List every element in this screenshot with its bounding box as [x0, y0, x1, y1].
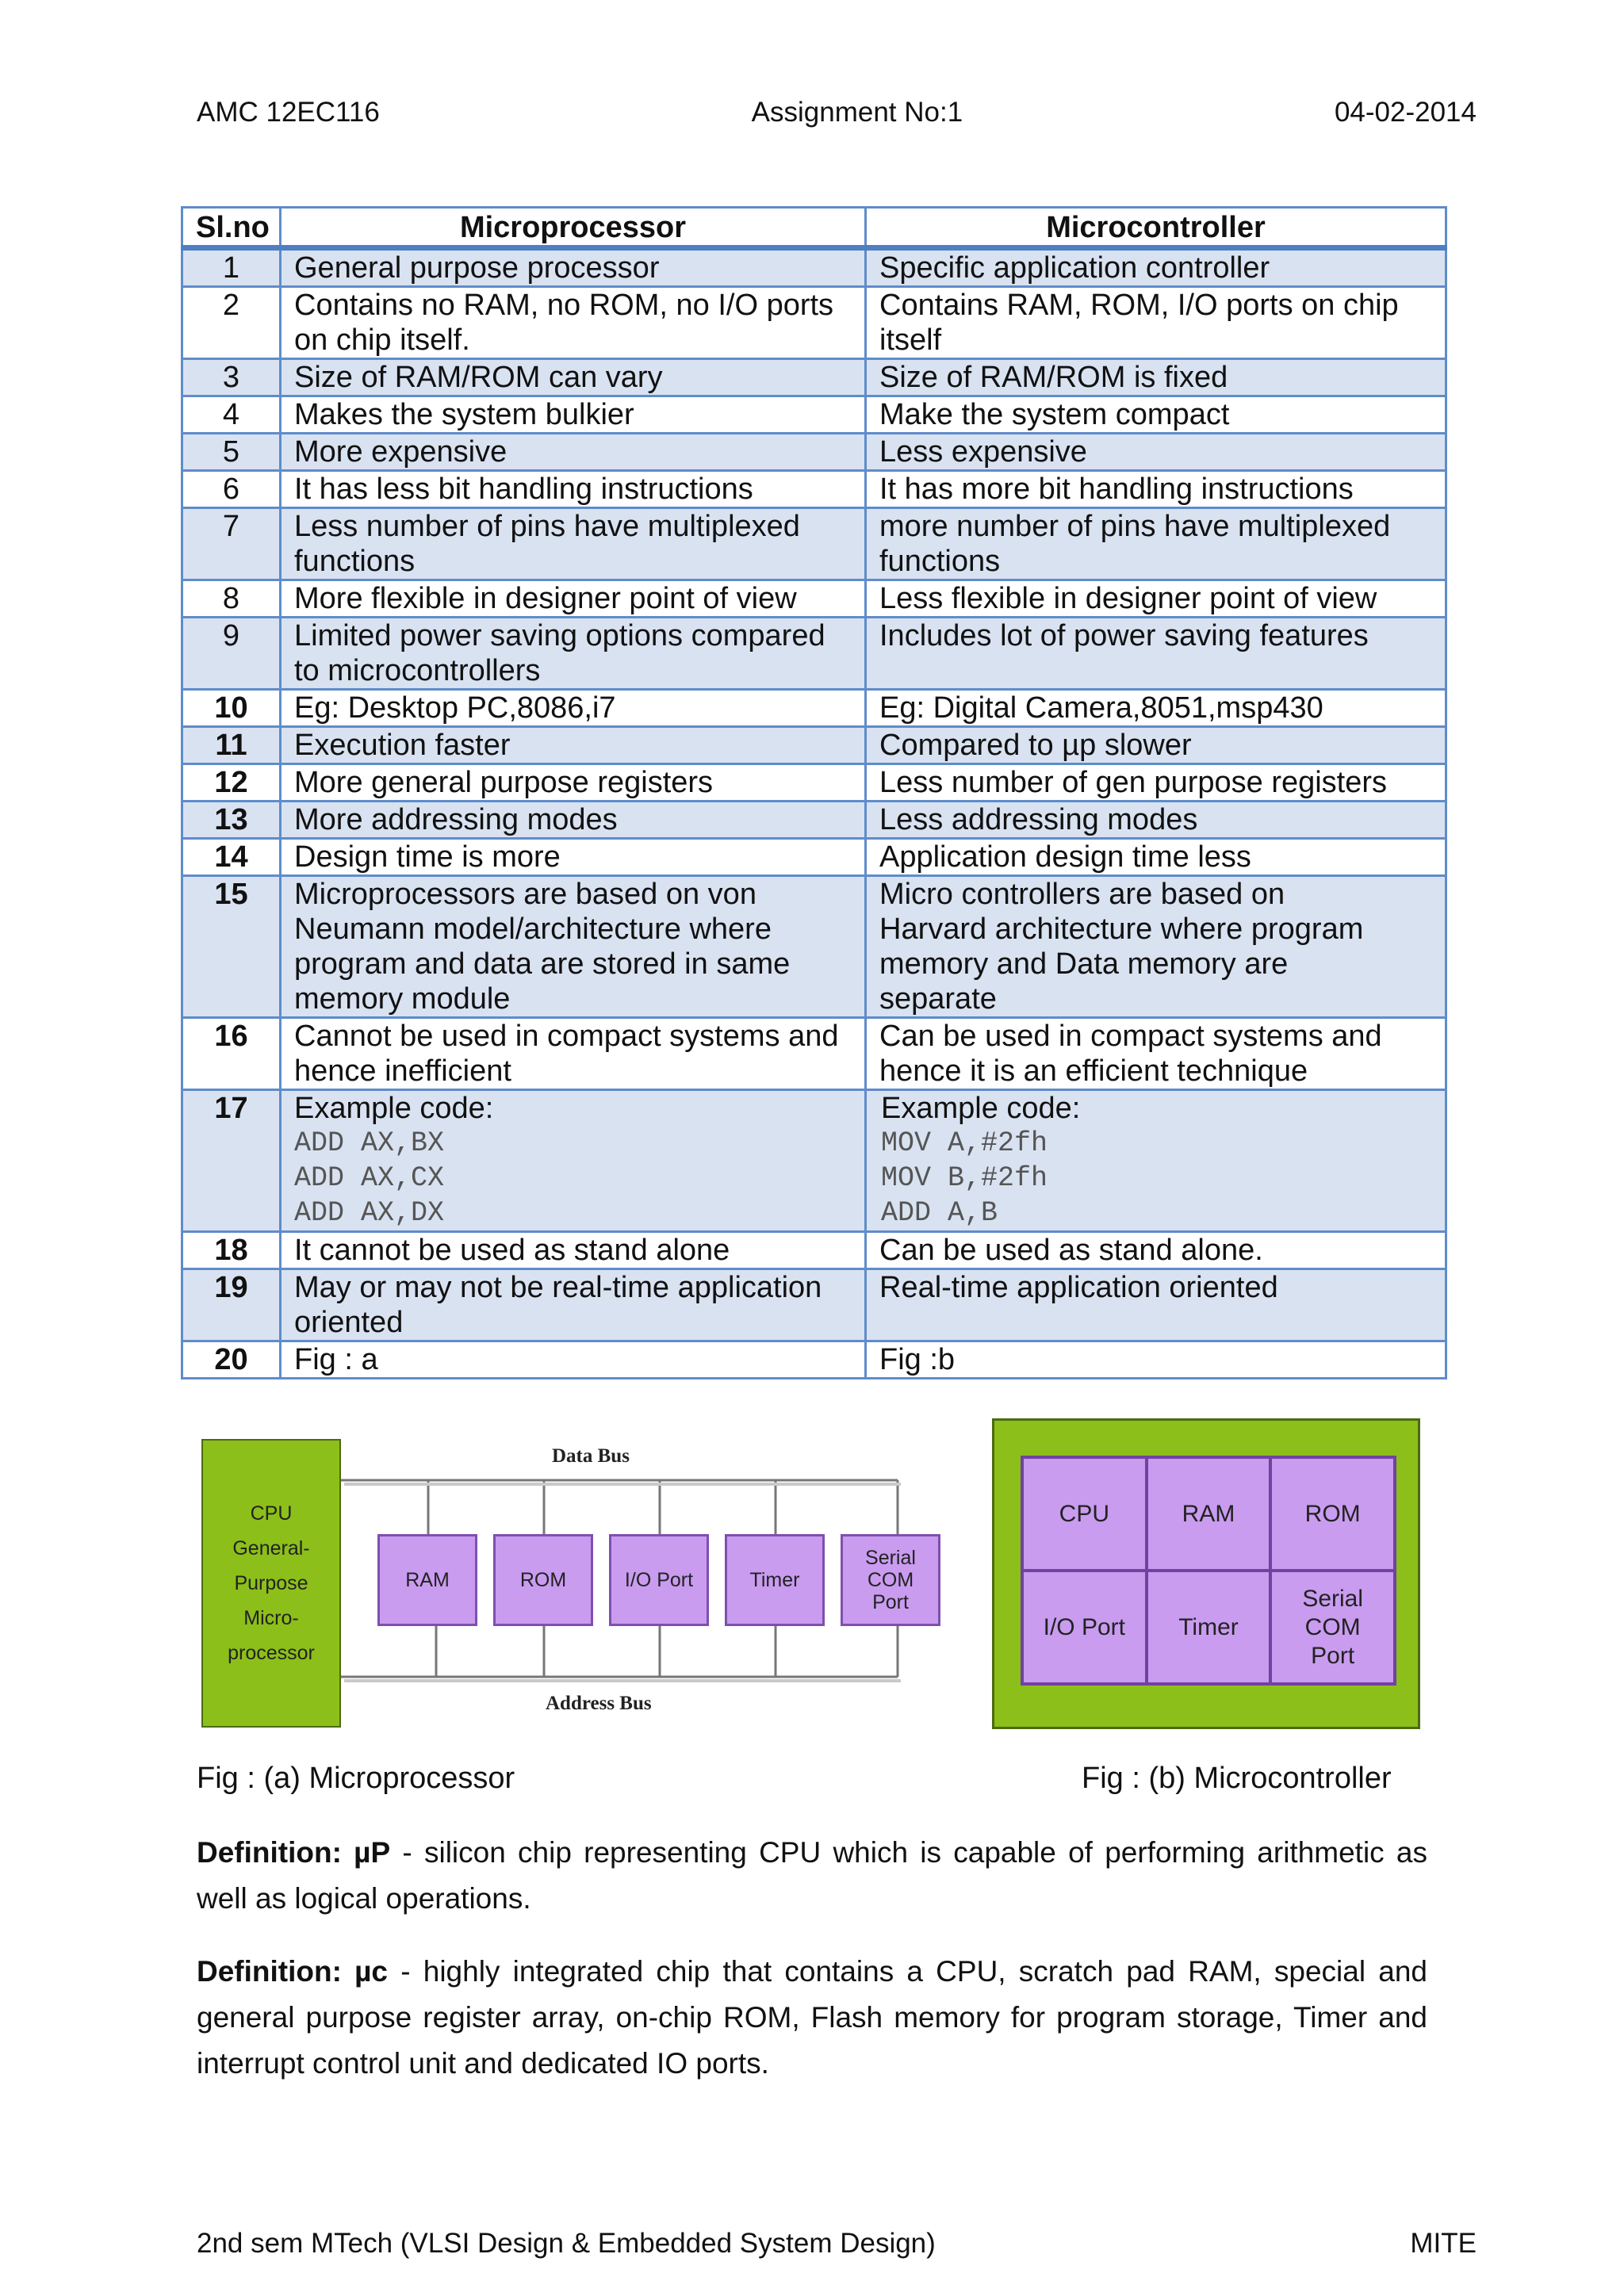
mp-cell: More general purpose registers	[281, 764, 866, 802]
mp-cell	[281, 1090, 866, 1232]
header-course-code: AMC 12EC116	[197, 97, 380, 128]
row-number: 5	[182, 434, 281, 471]
table-row	[182, 727, 1446, 764]
cpu-block	[201, 1439, 341, 1728]
row-number: 14	[182, 839, 281, 876]
definition-term: Definition: µP	[197, 1836, 391, 1869]
timer-cell: Timer	[1147, 1571, 1271, 1684]
mp-cell: More flexible in designer point of view	[281, 580, 866, 618]
mc-cell: Contains RAM, ROM, I/O ports on chip itself	[866, 287, 1446, 359]
mp-cell: Limited power saving options compared to microcontrollers	[281, 618, 866, 690]
table-row	[182, 471, 1446, 508]
row-number: 8	[182, 580, 281, 618]
table-row	[182, 287, 1446, 359]
io-port-cell: I/O Port	[1022, 1571, 1147, 1684]
mc-code-line: MOV B,#2fh	[881, 1162, 1048, 1194]
mc-cell: Micro controllers are based on Harvard architecture where program memory and Data memory are separate	[866, 876, 1446, 1018]
table-row	[182, 690, 1446, 727]
row-number: 6	[182, 471, 281, 508]
address-bus-label: Address Bus	[546, 1693, 652, 1714]
rom-block: ROM	[493, 1534, 593, 1626]
table-row	[182, 618, 1446, 690]
mc-cell: Less addressing modes	[866, 802, 1446, 839]
mp-cell: Size of RAM/ROM can vary	[281, 359, 866, 396]
row-number: 11	[182, 727, 281, 764]
cpu-label: processor	[228, 1642, 315, 1664]
mp-cell: Design time is more	[281, 839, 866, 876]
page-footer	[197, 2228, 1477, 2260]
mp-cell: It cannot be used as stand alone	[281, 1232, 866, 1269]
table-row	[182, 802, 1446, 839]
mc-cell	[866, 1090, 1446, 1232]
mc-cell: Less flexible in designer point of view	[866, 580, 1446, 618]
table-row	[182, 1018, 1446, 1090]
definition-term: Definition: µc	[197, 1955, 389, 1988]
table-row	[182, 248, 1446, 287]
mp-cell: It has less bit handling instructions	[281, 471, 866, 508]
definition-text: - silicon chip representing CPU which is capable of performing arithmetic as well as logical operations.	[197, 1836, 1428, 1915]
caption-b: Fig : (b) Microcontroller	[1082, 1762, 1392, 1795]
mp-code-title: Example code:	[294, 1092, 494, 1125]
table-row	[182, 434, 1446, 471]
serial-com-port-cell: Serial COM Port	[1270, 1571, 1395, 1684]
mc-cell: Real-time application oriented	[866, 1269, 1446, 1341]
header-microprocessor: Microprocessor	[281, 208, 866, 248]
mp-code-line: ADD AX,DX	[294, 1197, 445, 1229]
mc-cell: Can be used in compact systems and hence it is an efficient technique	[866, 1018, 1446, 1090]
mp-cell: Microprocessors are based on von Neumann model/architecture where program and data are stored in same memory module	[281, 876, 866, 1018]
header-assignment: Assignment No:1	[751, 97, 963, 128]
definition-microprocessor	[197, 1830, 1427, 1922]
row-number: 9	[182, 618, 281, 690]
mc-cell: Less expensive	[866, 434, 1446, 471]
table-row	[182, 1269, 1446, 1341]
mp-code-line: ADD AX,CX	[294, 1162, 445, 1194]
header-date: 04-02-2014	[1334, 97, 1477, 128]
mc-cell: It has more bit handling instructions	[866, 471, 1446, 508]
header-microcontroller: Microcontroller	[866, 208, 1446, 248]
row-number: 19	[182, 1269, 281, 1341]
row-number: 13	[182, 802, 281, 839]
mp-cell: Eg: Desktop PC,8086,i7	[281, 690, 866, 727]
mp-cell: More addressing modes	[281, 802, 866, 839]
table-row	[182, 396, 1446, 434]
footer-institute: MITE	[1410, 2228, 1477, 2259]
mc-cell: Application design time less	[866, 839, 1446, 876]
mp-cell: General purpose processor	[281, 248, 866, 287]
mc-code-line: MOV A,#2fh	[881, 1127, 1048, 1159]
comparison-table	[181, 206, 1447, 1380]
row-number: 12	[182, 764, 281, 802]
mp-cell: Cannot be used in compact systems and hence inefficient	[281, 1018, 866, 1090]
mc-cell: Eg: Digital Camera,8051,msp430	[866, 690, 1446, 727]
row-number: 10	[182, 690, 281, 727]
ram-cell: RAM	[1147, 1457, 1271, 1571]
table-row	[182, 1341, 1446, 1379]
header-slno: Sl.no	[182, 208, 281, 248]
mp-cell: Execution faster	[281, 727, 866, 764]
mc-cell: Specific application controller	[866, 248, 1446, 287]
mc-code-title: Example code:	[881, 1092, 1081, 1125]
table-row	[182, 580, 1446, 618]
rom-cell: ROM	[1270, 1457, 1395, 1571]
data-bus-label: Data Bus	[552, 1445, 630, 1467]
mc-cell: Make the system compact	[866, 396, 1446, 434]
io-port-block: I/O Port	[609, 1534, 709, 1626]
mc-cell: more number of pins have multiplexed functions	[866, 508, 1446, 580]
cpu-label: General-	[232, 1537, 310, 1559]
footer-program: 2nd sem MTech (VLSI Design & Embedded System Design)	[197, 2228, 936, 2259]
timer-block: Timer	[725, 1534, 825, 1626]
mp-cell: Makes the system bulkier	[281, 396, 866, 434]
table-header-row	[182, 208, 1446, 248]
table-row	[182, 839, 1446, 876]
caption-a: Fig : (a) Microprocessor	[197, 1762, 515, 1795]
row-number: 16	[182, 1018, 281, 1090]
mc-cell: Less number of gen purpose registers	[866, 764, 1446, 802]
row-number: 20	[182, 1341, 281, 1379]
mc-cell: Fig :b	[866, 1341, 1446, 1379]
serial-com-port-block: Serial COM Port	[841, 1534, 940, 1626]
row-number: 3	[182, 359, 281, 396]
row-number: 18	[182, 1232, 281, 1269]
table-row	[182, 1090, 1446, 1232]
mp-cell: More expensive	[281, 434, 866, 471]
table-row	[182, 508, 1446, 580]
table-row	[182, 1232, 1446, 1269]
row-number: 1	[182, 248, 281, 287]
definition-text: - highly integrated chip that contains a CPU, scratch pad RAM, special and general purpose register array, on-chip ROM, Flash memory for program storage, Timer and interrupt control unit and dedicated IO ports.	[197, 1955, 1427, 2080]
mp-cell: May or may not be real-time application oriented	[281, 1269, 866, 1341]
cpu-cell: CPU	[1022, 1457, 1147, 1571]
table-row	[182, 359, 1446, 396]
row-number: 2	[182, 287, 281, 359]
mc-cell: Compared to µp slower	[866, 727, 1446, 764]
ram-block: RAM	[377, 1534, 477, 1626]
mc-cell: Size of RAM/ROM is fixed	[866, 359, 1446, 396]
row-number: 17	[182, 1090, 281, 1232]
row-number: 7	[182, 508, 281, 580]
mp-cell: Less number of pins have multiplexed functions	[281, 508, 866, 580]
mc-cell: Can be used as stand alone.	[866, 1232, 1446, 1269]
microcontroller-grid	[1021, 1456, 1396, 1686]
cpu-label: Micro-	[243, 1607, 299, 1629]
microprocessor-diagram	[201, 1439, 947, 1732]
page-header	[197, 97, 1477, 128]
table-row	[182, 876, 1446, 1018]
mp-code-line: ADD AX,BX	[294, 1127, 445, 1159]
microcontroller-diagram	[992, 1418, 1420, 1729]
mc-code-line: ADD A,B	[881, 1197, 998, 1229]
row-number: 4	[182, 396, 281, 434]
row-number: 15	[182, 876, 281, 1018]
definition-microcontroller	[197, 1949, 1427, 2087]
mp-cell: Fig : a	[281, 1341, 866, 1379]
mc-cell: Includes lot of power saving features	[866, 618, 1446, 690]
cpu-label: Purpose	[234, 1572, 308, 1594]
mp-cell: Contains no RAM, no ROM, no I/O ports on chip itself.	[281, 287, 866, 359]
cpu-label: CPU	[250, 1502, 293, 1525]
table-row	[182, 764, 1446, 802]
